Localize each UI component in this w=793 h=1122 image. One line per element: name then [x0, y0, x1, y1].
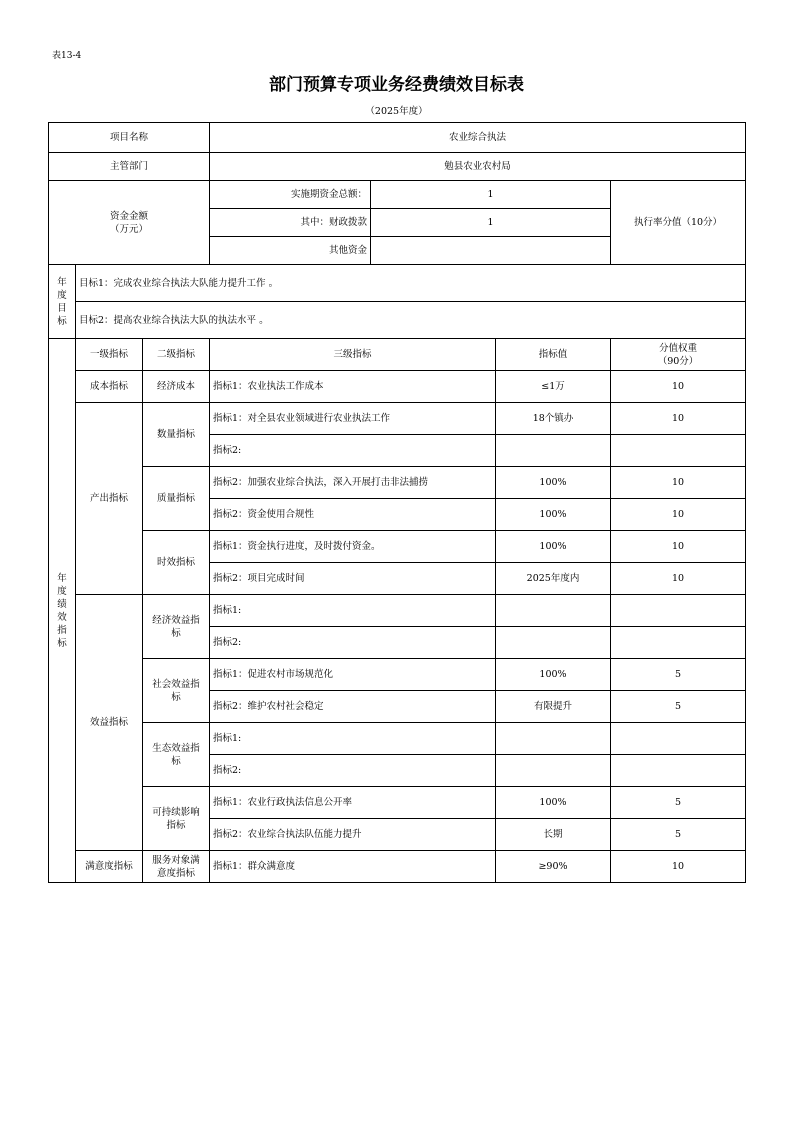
- goal-1: 目标1：完成农业综合执法大队能力提升工作 。: [76, 265, 746, 302]
- project-name-row: [49, 123, 746, 153]
- indicator-value: 2025年度内: [496, 563, 611, 595]
- indicator-value: [496, 435, 611, 467]
- indicator-value: 有限提升: [496, 691, 611, 723]
- table-row: [49, 787, 746, 819]
- table-row: [49, 531, 746, 563]
- table-row: [49, 467, 746, 499]
- indicator-name: 指标2:: [210, 755, 496, 787]
- indicator-value: 100%: [496, 787, 611, 819]
- page-title: 部门预算专项业务经费绩效目标表: [269, 75, 524, 95]
- indicator-weight: [611, 723, 746, 755]
- indicator-name: 指标2：资金使用合规性: [210, 499, 496, 531]
- indicator-value: 100%: [496, 499, 611, 531]
- funds-label: [49, 181, 210, 265]
- indicator-weight: 10: [611, 851, 746, 883]
- department-value: 勉县农业农村局: [210, 153, 746, 181]
- indicator-weight: 5: [611, 691, 746, 723]
- department-row: [49, 153, 746, 181]
- indicator-value: 100%: [496, 531, 611, 563]
- social-level2: [143, 659, 210, 723]
- indicator-weight: 5: [611, 819, 746, 851]
- indicator-label-char: 年: [57, 572, 67, 584]
- ecological-level2-line2: 标: [171, 755, 181, 767]
- economic-level2-line1: 经济效益指: [152, 614, 200, 626]
- table-row: [49, 723, 746, 755]
- funds-other-value: [371, 237, 611, 265]
- indicator-name: 指标1：农业执法工作成本: [210, 371, 496, 403]
- indicator-value: [496, 755, 611, 787]
- indicator-value: 100%: [496, 659, 611, 691]
- quality-level2: 质量指标: [143, 467, 210, 531]
- indicator-name: 指标1：对全县农业领域进行农业执法工作: [210, 403, 496, 435]
- social-level2-line2: 标: [171, 691, 181, 703]
- indicator-name: 指标2：项目完成时间: [210, 563, 496, 595]
- indicator-label-char: 指: [57, 624, 67, 636]
- satisfaction-level2-line2: 意度指标: [157, 867, 196, 879]
- indicator-weight: [611, 595, 746, 627]
- indicator-name: 指标2:: [210, 627, 496, 659]
- table-row: [49, 659, 746, 691]
- funds-label-line2: （万元）: [110, 223, 149, 235]
- indicator-weight: 10: [611, 499, 746, 531]
- indicator-label-char: 度: [57, 585, 67, 597]
- timeliness-level2: 时效指标: [143, 531, 210, 595]
- indicator-name: 指标1：促进农村市场规范化: [210, 659, 496, 691]
- table-row: [49, 403, 746, 435]
- indicator-weight: [611, 627, 746, 659]
- indicator-name: 指标2：加强农业综合执法，深入开展打击非法捕捞: [210, 467, 496, 499]
- quantity-level2: 数量指标: [143, 403, 210, 467]
- ecological-level2-line1: 生态效益指: [152, 742, 200, 754]
- funds-total-row: [49, 181, 746, 209]
- indicator-value: 100%: [496, 467, 611, 499]
- indicator-label-char: 标: [57, 637, 67, 649]
- indicator-weight: 5: [611, 659, 746, 691]
- indicator-value: ≥90%: [496, 851, 611, 883]
- header-weight-line1: 分值权重: [659, 342, 698, 354]
- indicator-label-char: 效: [57, 611, 67, 623]
- fiscal-year: （2025年度）: [365, 106, 428, 117]
- goal-2: 目标2：提高农业综合执法大队的执法水平 。: [76, 302, 746, 339]
- goal-label-char: 标: [57, 315, 67, 327]
- department-label: 主管部门: [49, 153, 210, 181]
- indicator-weight: 10: [611, 403, 746, 435]
- indicator-header-row: [49, 339, 746, 371]
- indicator-value: ≤1万: [496, 371, 611, 403]
- indicator-value: [496, 595, 611, 627]
- table-row: [49, 371, 746, 403]
- satisfaction-level1: 满意度指标: [76, 851, 143, 883]
- sustainable-level2-line2: 指标: [166, 819, 186, 831]
- execution-score-label: 执行率分值（10分）: [611, 181, 746, 265]
- ecological-level2: [143, 723, 210, 787]
- funds-total-label: 实施期资金总额：: [210, 181, 371, 209]
- indicator-name: 指标1：群众满意度: [210, 851, 496, 883]
- indicator-weight: 10: [611, 563, 746, 595]
- header-weight: [611, 339, 746, 371]
- indicator-label-char: 绩: [57, 598, 67, 610]
- funds-fiscal-label: 其中：财政拨款: [210, 209, 371, 237]
- indicator-weight: 5: [611, 787, 746, 819]
- indicator-value: 18个镇办: [496, 403, 611, 435]
- goal-row-2: [49, 302, 746, 339]
- economic-level2: [143, 595, 210, 659]
- indicator-value: [496, 723, 611, 755]
- goal-row-1: [49, 265, 746, 302]
- annual-goal-label: [49, 265, 76, 339]
- satisfaction-level2-line1: 服务对象满: [152, 854, 200, 866]
- performance-target-table: [48, 122, 746, 883]
- header-level1: 一级指标: [76, 339, 143, 371]
- funds-other-label: 其他资金: [210, 237, 371, 265]
- indicator-weight: 10: [611, 371, 746, 403]
- project-name-label: 项目名称: [49, 123, 210, 153]
- funds-fiscal-value: 1: [371, 209, 611, 237]
- goal-label-char: 年: [57, 276, 67, 288]
- table-row: [49, 851, 746, 883]
- indicator-weight: [611, 435, 746, 467]
- indicator-weight: 10: [611, 531, 746, 563]
- project-name-value: 农业综合执法: [210, 123, 746, 153]
- header-level2: 二级指标: [143, 339, 210, 371]
- indicator-value: [496, 627, 611, 659]
- indicator-name: 指标1：资金执行进度，及时拨付资金。: [210, 531, 496, 563]
- indicator-weight: 10: [611, 467, 746, 499]
- indicator-name: 指标1：农业行政执法信息公开率: [210, 787, 496, 819]
- indicator-name: 指标2:: [210, 435, 496, 467]
- satisfaction-level2: [143, 851, 210, 883]
- indicator-weight: [611, 755, 746, 787]
- funds-label-line1: 资金金额: [110, 210, 149, 222]
- sustainable-level2: [143, 787, 210, 851]
- cost-level2: 经济成本: [143, 371, 210, 403]
- goal-label-char: 度: [57, 289, 67, 301]
- header-level3: 三级指标: [210, 339, 496, 371]
- funds-total-value: 1: [371, 181, 611, 209]
- cost-level1: 成本指标: [76, 371, 143, 403]
- table-row: [49, 595, 746, 627]
- benefit-level1: 效益指标: [76, 595, 143, 851]
- goal-label-char: 目: [57, 302, 67, 314]
- output-level1: 产出指标: [76, 403, 143, 595]
- social-level2-line1: 社会效益指: [152, 678, 200, 690]
- performance-indicator-label: [49, 339, 76, 883]
- sustainable-level2-line1: 可持续影响: [152, 806, 200, 818]
- indicator-name: 指标2：维护农村社会稳定: [210, 691, 496, 723]
- economic-level2-line2: 标: [171, 627, 181, 639]
- header-value: 指标值: [496, 339, 611, 371]
- table-number: 表13-4: [52, 51, 82, 61]
- header-weight-line2: （90分）: [657, 355, 699, 367]
- indicator-name: 指标1:: [210, 723, 496, 755]
- indicator-name: 指标2：农业综合执法队伍能力提升: [210, 819, 496, 851]
- indicator-value: 长期: [496, 819, 611, 851]
- indicator-name: 指标1:: [210, 595, 496, 627]
